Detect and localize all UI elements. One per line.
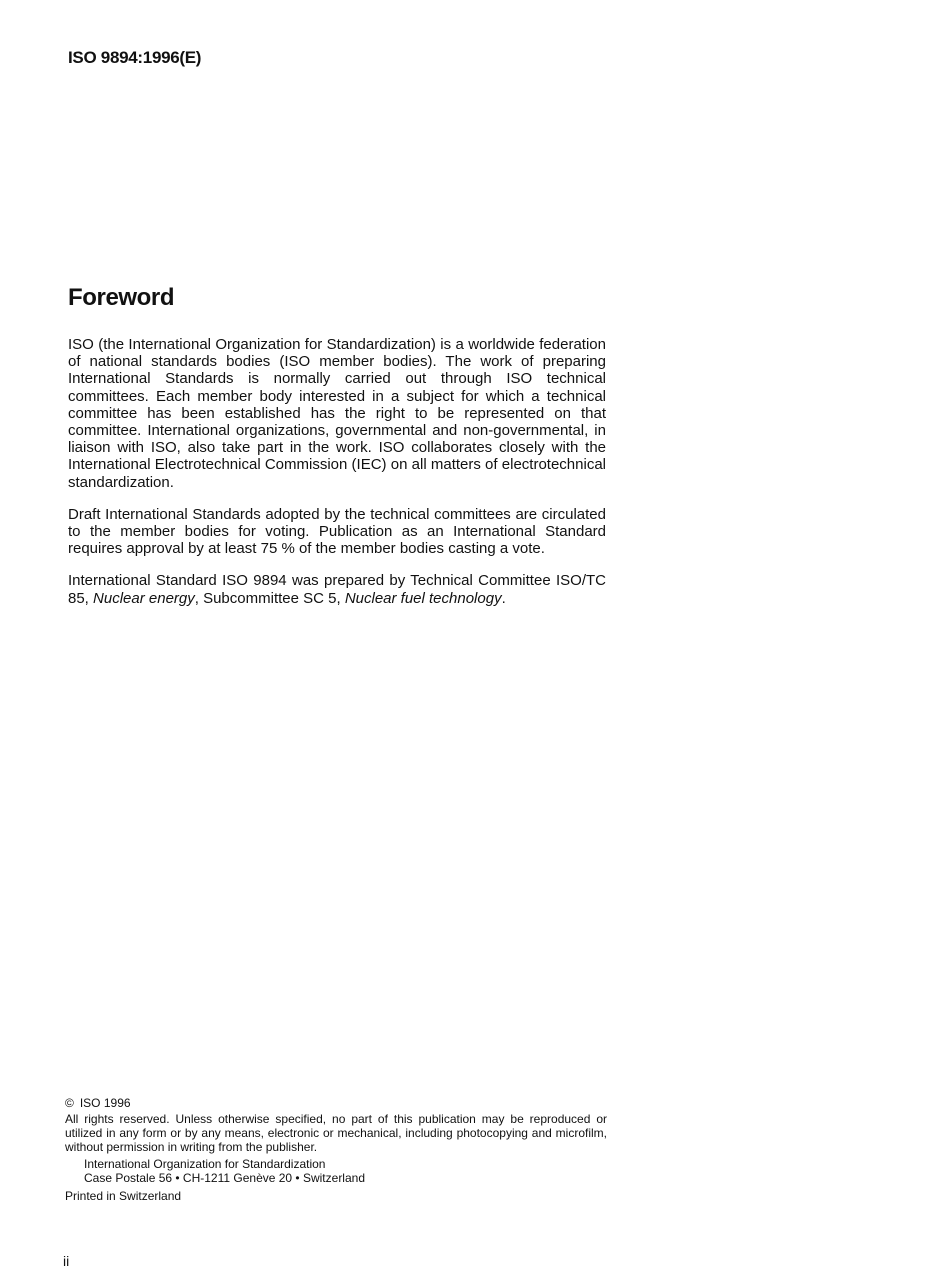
foreword-body [68, 336, 606, 622]
foreword-paragraph-1: ISO (the International Organization for Standardization) is a worldwide federation of national standards bodies (ISO member bodies). The work of preparing International Standards is normally carried out through ISO technical committees. Each member body interested in a subject for which a technical committee has been established has the right to be represented on that committee. International organizations, governmental and non-governmental, in liaison with ISO, also take part in the work. ISO collaborates closely with the International Electrotechnical Commission (IEC) on all matters of electrotechnical standardization. [68, 336, 606, 491]
page-number: ii [63, 1253, 70, 1269]
copyright-block [65, 1096, 607, 1203]
foreword-paragraph-3 [68, 572, 606, 606]
organization-address [65, 1157, 607, 1185]
paragraph-3-text-c: . [501, 589, 506, 607]
document-id-header: ISO 9894:1996(E) [68, 48, 202, 67]
committee-title: Nuclear energy [93, 589, 195, 607]
postal-address: Case Postale 56 • CH-1211 Genève 20 • Switzerland [84, 1171, 365, 1185]
subcommittee-title: Nuclear fuel technology [344, 589, 502, 607]
paragraph-3-text-b: , Subcommittee SC 5, [194, 589, 345, 607]
paragraph-3-text-a: International Standard ISO 9894 was prepared by Technical Committee ISO/TC 85, [68, 572, 606, 607]
printed-location: Printed in Switzerland [65, 1189, 182, 1203]
copyright-notice: © ISO 1996 [65, 1096, 131, 1110]
foreword-paragraph-2: Draft International Standards adopted by the technical committees are circulated to the member bodies for voting. Publication as an International Standard requires approval by at least 75 % of the member bodies casting a vote. [68, 505, 606, 558]
foreword-title: Foreword [68, 284, 175, 311]
organization-name: International Organization for Standardization [84, 1157, 326, 1171]
rights-statement: All rights reserved. Unless otherwise specified, no part of this publication may be reproduced or utilized in any form or by any means, electronic or mechanical, including photocopying and microfilm, without permission in writing from the publisher. [65, 1112, 607, 1154]
